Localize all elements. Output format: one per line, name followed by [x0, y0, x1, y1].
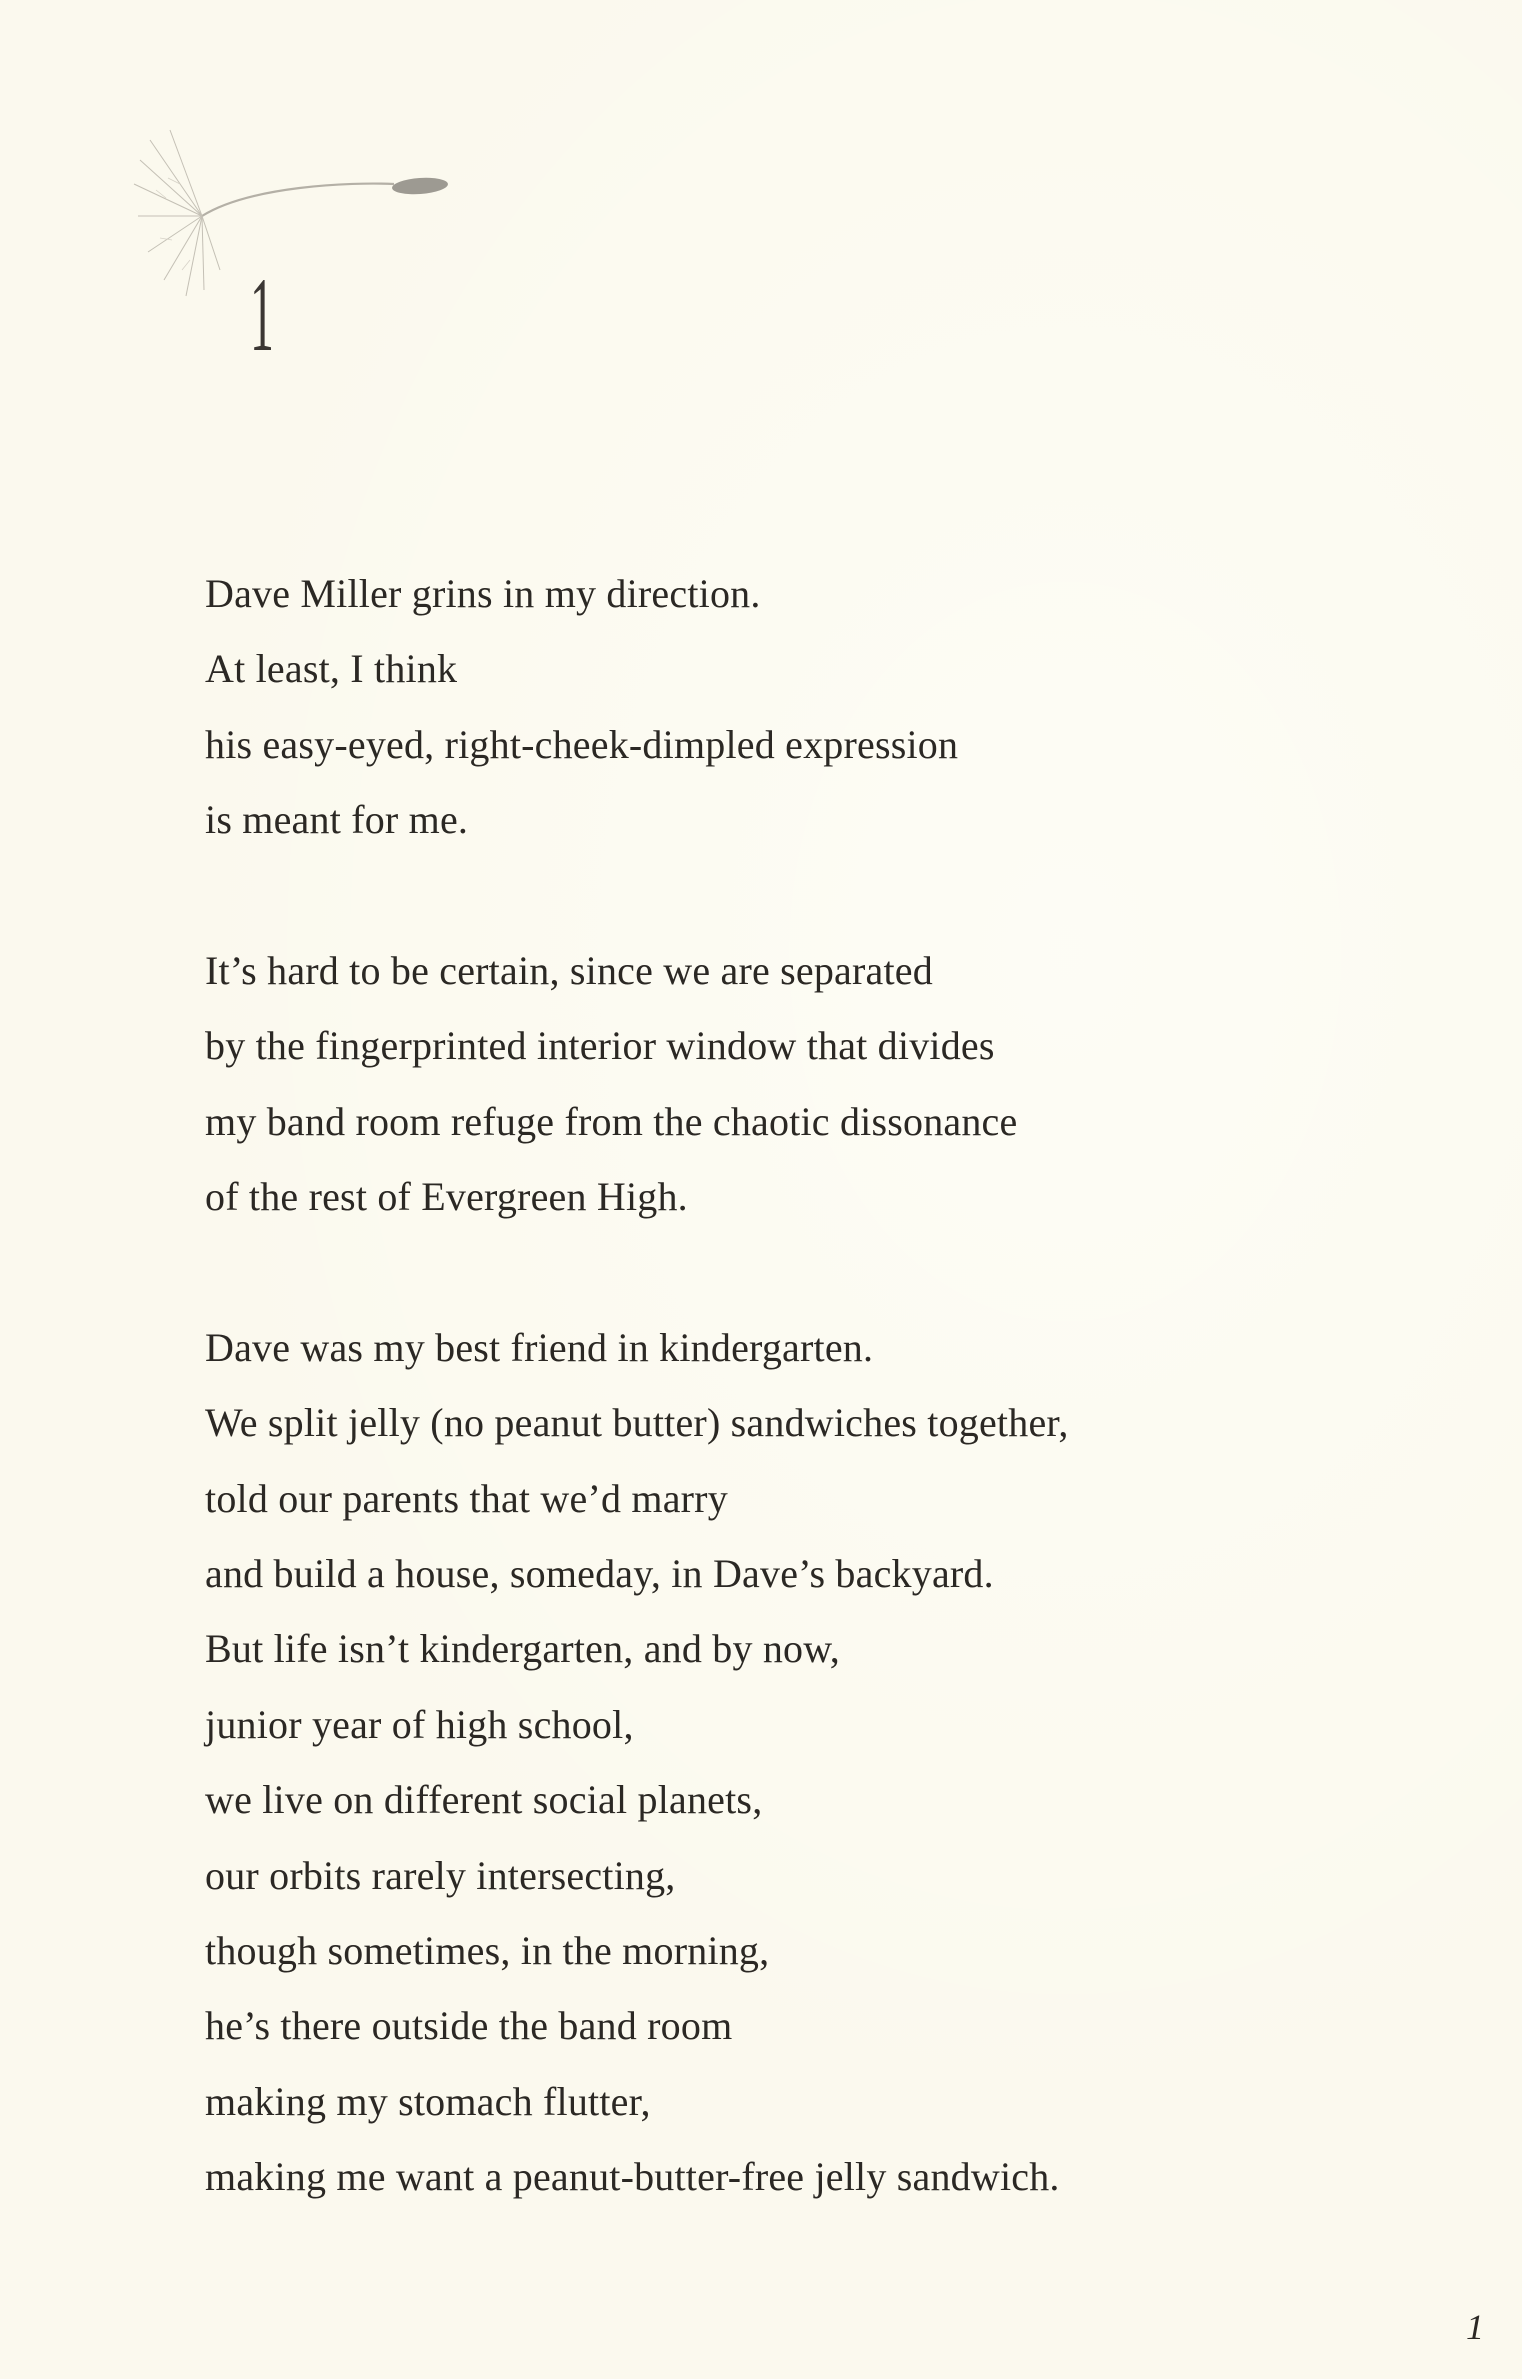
stanza-1	[205, 556, 1305, 858]
poem-line: But life isn’t kindergarten, and by now,	[205, 1626, 840, 1672]
poem-body	[205, 556, 1305, 2215]
stanza-break	[205, 858, 1305, 933]
poem-line: of the rest of Evergreen High.	[205, 1174, 688, 1220]
dandelion-seed-icon	[130, 120, 470, 340]
poem-line: making my stomach flutter,	[205, 2078, 651, 2124]
poem-line: We split jelly (no peanut butter) sandwiches together,	[205, 1400, 1069, 1446]
poem-line: At least, I think	[205, 646, 458, 692]
page-number: 1	[1466, 2307, 1484, 2347]
poem-line: and build a house, someday, in Dave’s backyard.	[205, 1551, 994, 1597]
poem-line: we live on different social planets,	[205, 1777, 763, 1823]
poem-line: he’s there outside the band room	[205, 2003, 733, 2049]
stanza-2	[205, 933, 1305, 1235]
poem-line: junior year of high school,	[205, 1701, 634, 1747]
poem-line: Dave was my best friend in kindergarten.	[205, 1324, 874, 1370]
poem-line: my band room refuge from the chaotic dissonance	[205, 1098, 1018, 1144]
stanza-3	[205, 1310, 1305, 2215]
poem-line: It’s hard to be certain, since we are separated	[205, 947, 933, 993]
poem-line: told our parents that we’d marry	[205, 1475, 728, 1521]
poem-line: our orbits rarely intersecting,	[205, 1852, 676, 1898]
poem-line: making me want a peanut-butter-free jelly sandwich.	[205, 2154, 1060, 2200]
chapter-number: 1	[250, 256, 274, 373]
stanza-break	[205, 1235, 1305, 1310]
poem-line: his easy-eyed, right-cheek-dimpled expression	[205, 721, 959, 767]
poem-line: by the fingerprinted interior window that divides	[205, 1023, 995, 1069]
poem-line: Dave Miller grins in my direction.	[205, 571, 761, 616]
poem-line: though sometimes, in the morning,	[205, 1928, 770, 1974]
poem-line: is meant for me.	[205, 797, 469, 843]
